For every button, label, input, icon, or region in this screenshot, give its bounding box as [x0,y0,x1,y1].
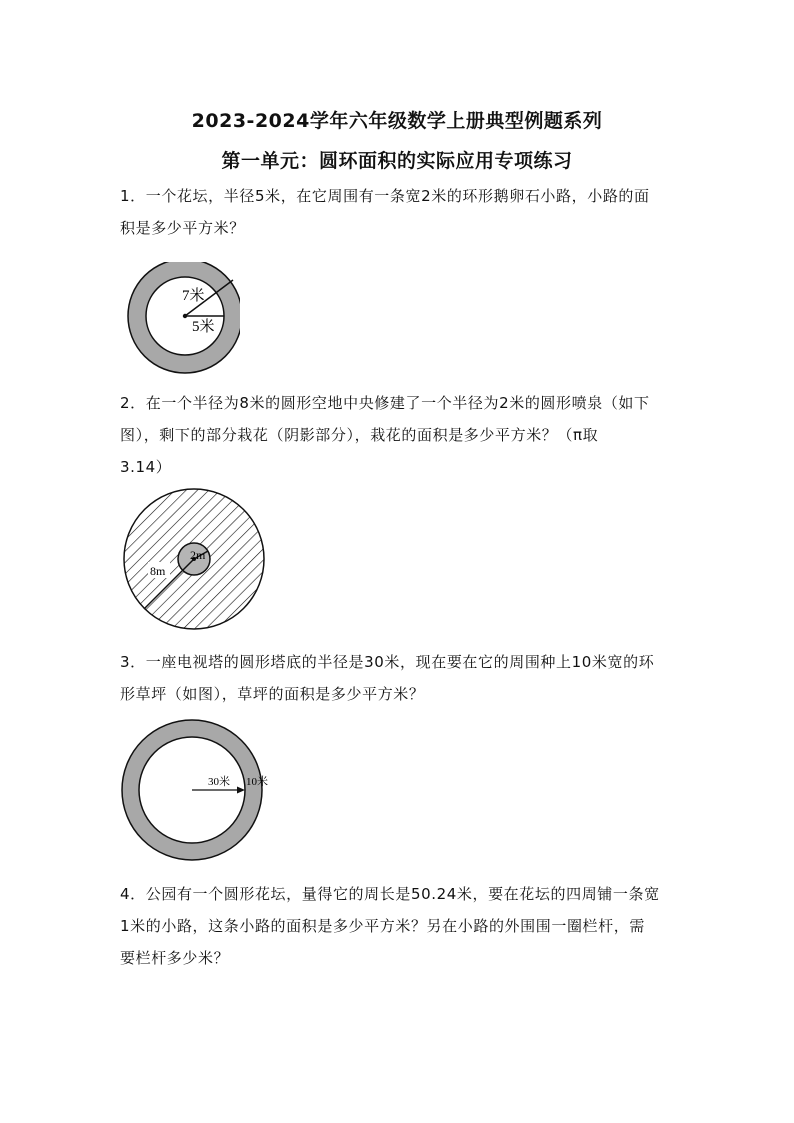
question-2-line-2: 图），剩下的部分栽花（阴影部分），栽花的面积是多少平方米？（π取 [120,426,599,444]
page-subtitle: 第一单元：圆环面积的实际应用专项练习 [221,150,573,172]
figure-1-center-dot [183,314,187,318]
question-4 [120,878,680,974]
figure-3-lawn-ring [120,718,290,864]
question-1-line-2: 积是多少平方米？ [120,219,245,237]
figure-2-flowerbed [120,488,272,630]
question-3 [120,646,680,710]
figure-3-inner-label: 30米 [208,776,230,788]
figure-1-ring-path [120,262,240,382]
figure-3-ring-label: 10米 [246,776,268,788]
question-3-line-2: 形草坪（如图），草坪的面积是多少平方米？ [120,685,425,703]
question-4-line-2: 1米的小路，这条小路的面积是多少平方米？另在小路的外围围一圈栏杆，需 [120,917,645,935]
question-1-line-1: 1．一个花坛，半径5米，在它周围有一条宽2米的环形鹅卵石小路，小路的面 [120,187,650,205]
figure-2-inner-label: 2m [190,548,206,562]
page-title: 2023-2024学年六年级数学上册典型例题系列 [191,110,603,132]
question-2-line-1: 2．在一个半径为8米的圆形空地中央修建了一个半径为2米的圆形喷泉（如下 [120,394,650,412]
figure-1-outer-label: 7米 [182,288,205,304]
figure-1-inner-label: 5米 [192,319,215,335]
question-1 [120,180,680,244]
question-2 [120,387,680,483]
question-4-line-3: 要栏杆多少米？ [120,949,230,967]
figure-2-outer-label: 8m [150,564,166,578]
question-4-line-1: 4．公园有一个圆形花坛，量得它的周长是50.24米，要在花坛的四周铺一条宽 [120,885,660,903]
question-2-line-3: 3.14） [120,458,172,476]
question-3-line-1: 3．一座电视塔的圆形塔底的半径是30米，现在要在它的周围种上10米宽的环 [120,653,655,671]
